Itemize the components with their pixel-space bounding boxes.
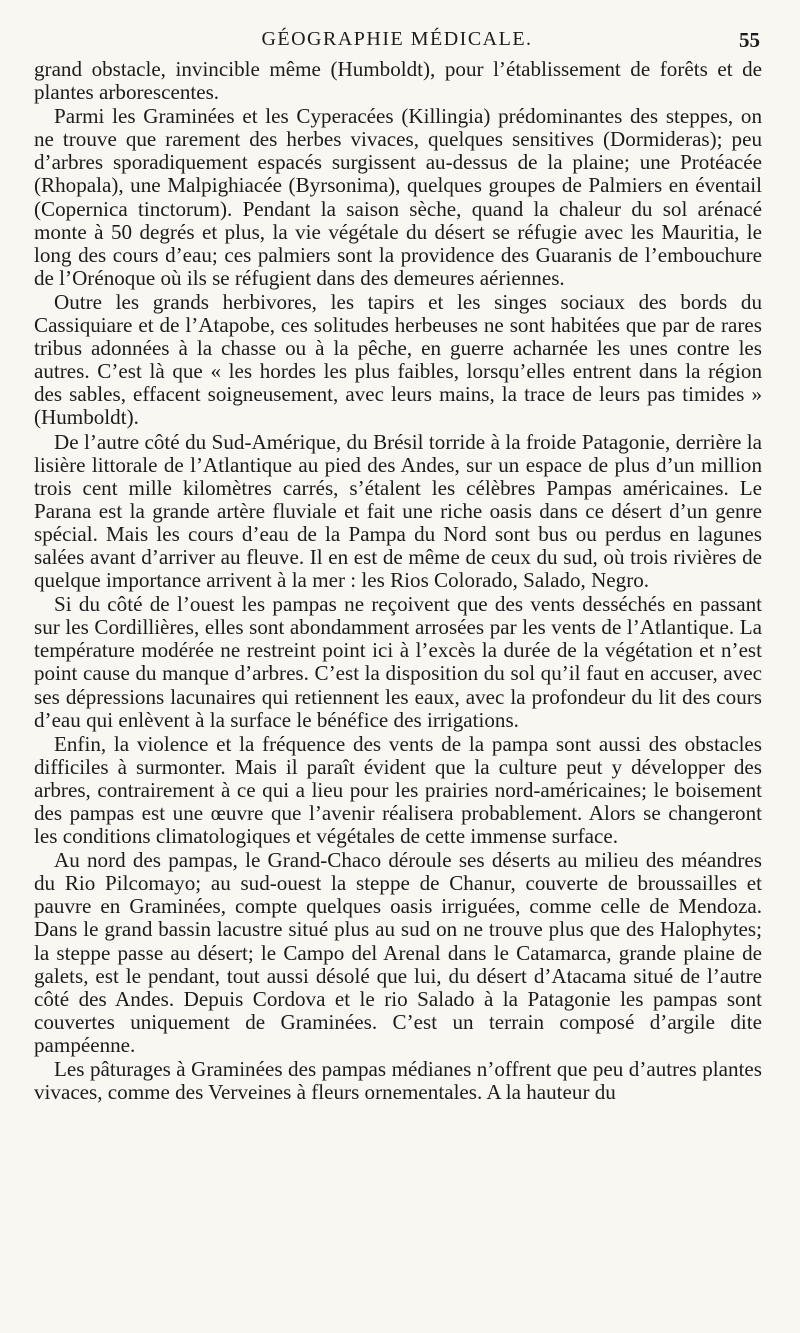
paragraph-pampas: De l’autre côté du Sud-Amérique, du Brésil torride à la froide Patagonie, derrière la lisière littorale de l’Atlantique au pied des Andes, sur un espace de plus d’un million trois cent mille kilomètres carrés, s’étalent les célèbres Pampas américaines. Le Parana est la grande artère fluviale et fait une riche oasis dans ce désert d’un genre spécial. Mais les cours d’eau de la Pampa du Nord sont bus ou perdus en lagunes salées avant d’arriver au fleuve. Il en est de même de ceux du sud, où trois rivières de quelque importance arrivent à la mer : les Rios Colorado, Salado, Negro. [34,429,762,593]
running-head [34,28,760,58]
paragraph-violence-vents: Enfin, la violence et la fréquence des vents de la pampa sont aussi des obstacles difficiles à surmonter. Mais il paraît évident que la culture peut y développer des arbres, contrairement à ce qui a lieu pour les prairies nord-américaines; le boisement des pampas est une œuvre que l’avenir réalisera probablement. Alors se changeront les conditions climatologiques et végétales de cette immense surface. [34,731,762,849]
paragraph-graminees: Parmi les Graminées et les Cyperacées (Killingia) prédominantes des steppes, on ne trouve que rarement des herbes vivaces, quelques sensitives (Dormideras); peu d’arbres sporadiquement espacés surgissent au-dessus de la plaine; une Protéacée (Rhopala), une Malpighiacée (Byrsonima), quelques groupes de Palmiers en éventail (Copernica tinctorum). Pendant la saison sèche, quand la chaleur du sol arénacé monte à 50 degrés et plus, la vie végétale du désert se réfugie avec les Mauritia, le long des cours d’eau; ces palmiers sont la providence des Guaranis de l’embouchure de l’Orénoque où ils se réfugient dans des demeures aériennes. [34,104,762,290]
paragraph-grand-chaco: Au nord des pampas, le Grand-Chaco déroule ses déserts au milieu des méandres du Rio Pilcomayo; au sud-ouest la steppe de Chanur, couverte de broussailles et pauvre en Graminées, compte quelques oasis irriguées, comme celle de Mendoza. Dans le grand bassin lacustre situé plus au sud on ne trouve plus que des Halophytes; la steppe passe au désert; le Campo del Arenal dans le Catamarca, grande plaine de galets, est le pendant, tout aussi désolé que lui, du désert d’Atacama situé de l’autre côté des Andes. Depuis Cordova et le rio Salado à la Patagonie les pampas sont couvertes uniquement de Graminées. C’est un terrain composé d’argile dite pampéenne. [34,848,762,1057]
paragraph-paturages: Les pâturages à Graminées des pampas médianes n’offrent que peu d’autres plantes vivaces, comme des Verveines à fleurs ornementales. A la hauteur du [34,1057,762,1105]
paragraph-herbivores: Outre les grands herbivores, les tapirs et les singes sociaux des bords du Cassiquiare et de l’Atapobe, ces solitudes herbeuses ne sont habitées que par de rares tribus adonnées à la chasse ou à la pêche, en guerre acharnée les unes contre les autres. C’est là que « les hordes les plus faibles, lorsqu’elles entrent dans la région des sables, effacent soigneusement, avec leurs mains, la trace de leurs pas timides » (Humboldt). [34,289,762,430]
body-text [34,58,762,1105]
running-title: GÉOGRAPHIE MÉDICALE. [261,28,533,50]
page-number: 55 [739,28,760,52]
paragraph-continuation: grand obstacle, invincible même (Humboldt), pour l’établissement de forêts et de plantes arborescentes. [34,57,762,105]
paragraph-vents-ouest: Si du côté de l’ouest les pampas ne reçoivent que des vents desséchés en passant sur les Cordillières, elles sont abondamment arrosées par les vents de l’Atlantique. La température modérée ne restreint point ici à l’excès la durée de la végétation et n’est point cause du manque d’arbres. C’est la disposition du sol qu’il faut en accuser, avec ses dépressions lacunaires qui retiennent les eaux, avec la profondeur du lit des cours d’eau qui enlèvent à la surface le bénéfice des irrigations. [34,592,762,732]
